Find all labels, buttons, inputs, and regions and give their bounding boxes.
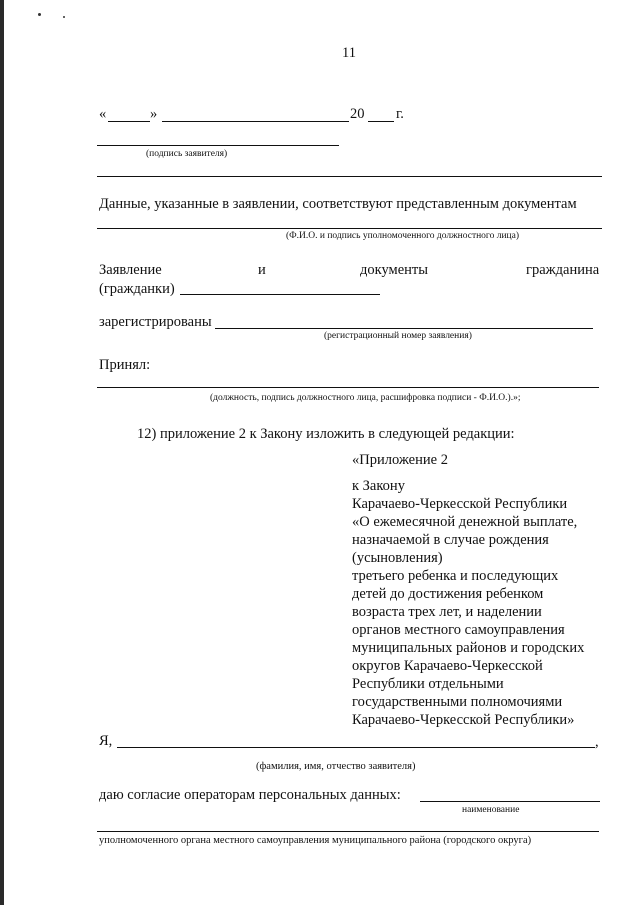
appendix-line: к Закону (352, 478, 405, 494)
appendix-line: Карачаево-Черкесской Республики» (352, 712, 575, 728)
accepted-line (97, 387, 599, 388)
fio-blank (117, 747, 595, 748)
statement-word-2: и (258, 262, 266, 278)
official-line (97, 228, 602, 229)
fio-caption: (фамилия, имя, отчество заявителя) (256, 761, 416, 772)
registered-blank (215, 328, 593, 329)
amendment-text: 12) приложение 2 к Закону изложить в следующей редакции: (137, 426, 515, 442)
appendix-line: округов Карачаево-Черкесской (352, 658, 543, 674)
date-open-quote: « (99, 106, 107, 122)
authority-caption: уполномоченного органа местного самоуправления муниципального района (городского округа) (99, 835, 532, 846)
year-suffix: г. (396, 106, 404, 122)
statement-word-1: Заявление (99, 262, 162, 278)
consent-text: даю согласие операторам персональных данных: (99, 787, 401, 803)
page-number: 11 (342, 45, 356, 61)
date-close-quote: » (150, 106, 158, 122)
official-caption: (Ф.И.О. и подпись уполномоченного должностного лица) (286, 231, 520, 241)
registered-caption: (регистрационный номер заявления) (324, 331, 472, 341)
year-prefix: 20 (350, 106, 365, 122)
scan-edge (0, 0, 4, 905)
operator-blank (420, 801, 600, 802)
day-blank (108, 121, 150, 122)
statement-word-4: гражданина (526, 262, 600, 278)
authority-line (97, 831, 599, 832)
appendix-line: детей до достижения ребенком (352, 586, 544, 602)
section-divider (97, 176, 602, 177)
month-blank (162, 121, 349, 122)
accepted-label: Принял: (99, 357, 151, 373)
naming-caption: наименование (462, 805, 520, 815)
appendix-line: третьего ребенка и последующих (352, 568, 559, 584)
appendix-line: государственными полномочиями (352, 694, 563, 710)
i-label: Я, (99, 733, 113, 749)
scan-speck (63, 16, 65, 18)
appendix-line: возраста трех лет, и наделении (352, 604, 542, 620)
appendix-line: Республики отдельными (352, 676, 504, 692)
appendix-title: «Приложение 2 (352, 452, 448, 468)
i-comma: , (595, 734, 599, 750)
year-blank (368, 121, 394, 122)
appendix-line: муниципальных районов и городских (352, 640, 585, 656)
appendix-line: «О ежемесячной денежной выплате, (352, 514, 578, 530)
appendix-line: Карачаево-Черкесской Республики (352, 496, 568, 512)
accepted-caption: (должность, подпись должностного лица, расшифровка подписи - Ф.И.О.).»; (210, 393, 521, 403)
citizen-blank (180, 294, 380, 295)
statement-line-2: (гражданки) (99, 281, 175, 297)
appendix-reference-block (352, 477, 612, 729)
appendix-line: органов местного самоуправления (352, 622, 565, 638)
data-match-text: Данные, указанные в заявлении, соответствуют представленным документам (99, 196, 577, 212)
registered-label: зарегистрированы (99, 314, 212, 330)
appendix-line: назначаемой в случае рождения (352, 532, 549, 548)
statement-word-3: документы (360, 262, 428, 278)
appendix-line: (усыновления) (352, 550, 443, 566)
scan-speck (38, 13, 41, 16)
signature-line (97, 145, 339, 146)
signature-caption: (подпись заявителя) (146, 149, 228, 159)
